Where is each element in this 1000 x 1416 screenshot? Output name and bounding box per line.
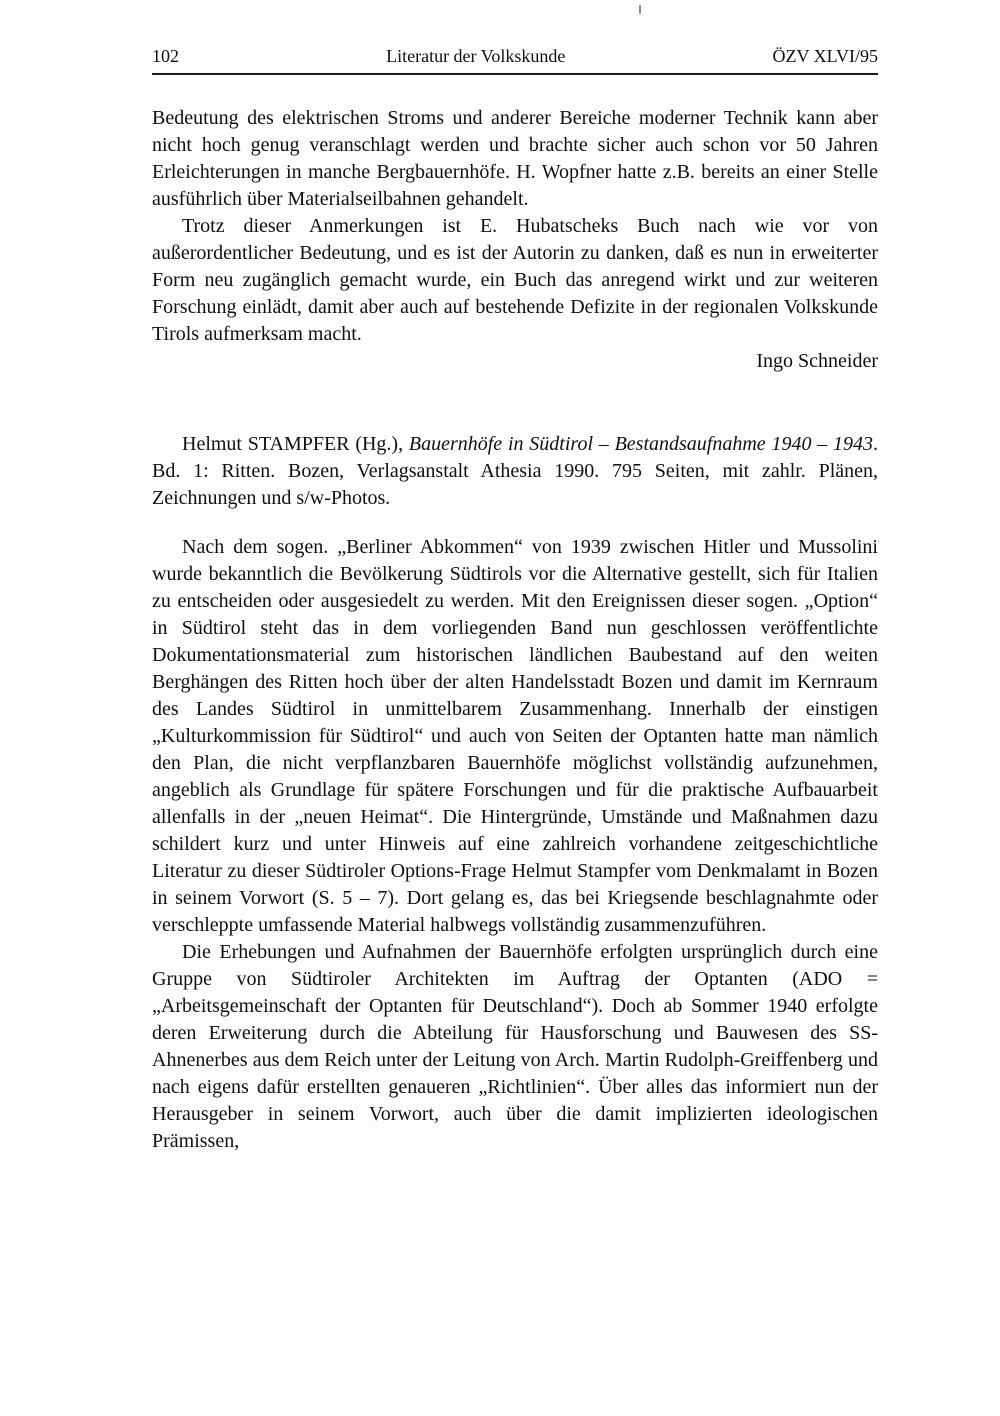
scan-artifact — [639, 5, 641, 14]
para-continuation: Bedeutung des elektrischen Stroms und anderer Bereiche moderner Technik kann aber nicht hoch genug veranschlagt werden und brachte sicher auch schon vor 50 Jahren Erleichterungen in manche Bergbauernhöfe. H. Wopfner hatte z.B. bereits an einer Stelle ausführlich über Materialseilbahnen gehandelt. — [152, 107, 878, 210]
page-number: 102 — [152, 46, 179, 66]
page-header — [152, 46, 878, 66]
author-signature: Ingo Schneider — [756, 350, 878, 372]
header-rule — [152, 73, 878, 75]
running-title: Literatur der Volkskunde — [386, 46, 566, 66]
book-citation — [152, 431, 878, 512]
citation-publisher: . Bd. 1: Ritten. Bozen, Verlagsanstalt Athesia 1990. 795 Seiten, mit zahlr. Plänen, Zeichnungen und s/w-Photos. — [152, 433, 879, 509]
journal-issue: ÖZV XLVI/95 — [772, 46, 878, 66]
para-review-survey: Die Erhebungen und Aufnahmen der Bauernhöfe erfolgten ursprünglich durch eine Gruppe von Südtiroler Architekten im Auftrag der Optanten (ADO = „Arbeitsgemeinschaft der Optanten für Deutschland“). Doch ab Sommer 1940 erfolgte deren Erweiterung durch die Abteilung für Hausforschung und Bauwesen des SS-Ahnenerbes aus dem Reich unter der Leitung von Arch. Martin Rudolph-Greiffenberg und nach eigens dafür erstellten genaueren „Richtlinien“. Über alles das informiert nun der Herausgeber in seinem Vorwort, auch über die damit implizierten ideologischen Prämissen, — [152, 941, 878, 1152]
page-body — [152, 105, 878, 1155]
para-review-intro: Nach dem sogen. „Berliner Abkommen“ von 1939 zwischen Hitler und Mussolini wurde bekanntlich die Bevölkerung Südtirols vor die Alternative gestellt, sich für Italien zu entscheiden oder ausgesiedelt zu werden. Mit den Ereignissen dieser sogen. „Option“ in Südtirol steht das in dem vorliegenden Band nun geschlossen veröffentlichte Dokumentationsmaterial zum historischen ländlichen Baubestand auf den weiten Berghängen des Ritten hoch über der alten Handelsstadt Bozen und damit im Kernraum des Landes Südtirol in unmittelbarem Zusammenhang. Innerhalb der einstigen „Kulturkommission für Südtirol“ und auch von Seiten der Optanten hatte man nämlich den Plan, die nicht verpflanzbaren Bauernhöfe möglichst vollständig aufzunehmen, angeblich als Grundlage für spätere Forschungen und für die praktische Aufbauarbeit allenfalls in der „neuen Heimat“. Die Hintergründe, Umstände und Maßnahmen dazu schildert kurz und unter Hinweis auf eine zahlreich vorhandene zeitgeschichtliche Literatur zu dieser Südtiroler Options-Frage Helmut Stampfer vom Denkmalamt in Bozen in seinem Vorwort (S. 5 – 7). Dort gelang es, das bei Kriegsende beschlagnahmte oder verschleppte umfassende Material halbwegs vollständig zusammenzuführen. — [152, 536, 878, 936]
para-review-closing: Trotz dieser Anmerkungen ist E. Hubatscheks Buch nach wie vor von außerordentlicher Bedeutung, und es ist der Autorin zu danken, daß es nun in erweiterter Form neu zugänglich gemacht wurde, ein Buch das anregend wirkt und zur weiteren Forschung einlädt, damit aber auch auf bestehende Defizite in der regionalen Volkskunde Tirols aufmerksam macht. — [152, 215, 878, 345]
citation-author: Helmut STAMPFER (Hg.), — [182, 433, 409, 455]
citation-title: Bauernhöfe in Südtirol – Bestandsaufnahme 1940 – 1943 — [408, 433, 874, 455]
